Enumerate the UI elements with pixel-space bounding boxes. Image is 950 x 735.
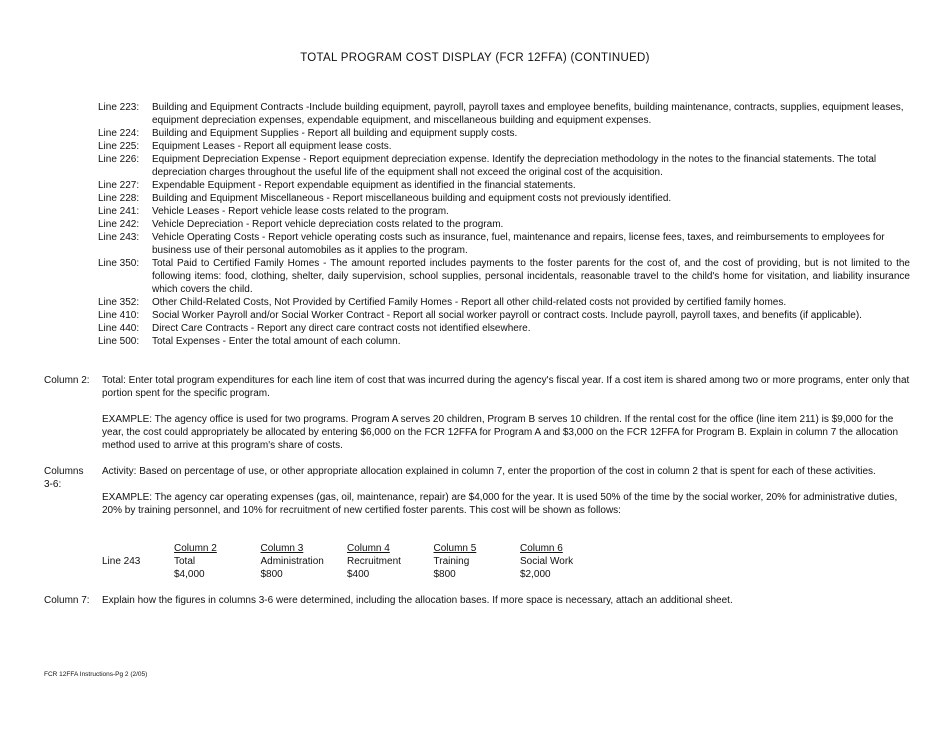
- line-description: Other Child-Related Costs, Not Provided by Certified Family Homes - Report all other child-related costs not provided by certified family homes.: [152, 297, 787, 308]
- line-item-410: [98, 309, 910, 322]
- line-item-list: [98, 101, 910, 348]
- line-number: Line 227:: [98, 180, 140, 191]
- line-number: Line 243:: [98, 232, 140, 243]
- column-header: Column 6: [520, 543, 563, 554]
- line-number: Line 226:: [98, 154, 140, 165]
- line-number: Line 241:: [98, 206, 140, 217]
- line-item-243: [98, 231, 910, 257]
- line-item-223: [98, 101, 910, 127]
- column-value: $400: [347, 569, 370, 580]
- line-number: Line 228:: [98, 193, 140, 204]
- line-description: Equipment Leases - Report all equipment lease costs.: [152, 141, 392, 152]
- columns3-6-description: Activity: Based on percentage of use, or other appropriate allocation explained in column 7, enter the proportion of the cost in column 2 that is spent for each of these activities.: [102, 466, 876, 477]
- column-name: Social Work: [520, 556, 574, 567]
- line-number: Line 223:: [98, 102, 140, 113]
- page-title: TOTAL PROGRAM COST DISPLAY (FCR 12FFA) (CONTINUED): [300, 52, 650, 64]
- line-description: Vehicle Operating Costs - Report vehicle operating costs such as insurance, fuel, maintenance and repairs, license fees, taxes, and reimbursements to employees for business use of their personal automobiles as it applies to the program.: [152, 232, 885, 256]
- line-description: Building and Equipment Contracts -Include building equipment, payroll, payroll taxes and employee benefits, building maintenance, contracts, supplies, equipment leases, equipment depreciation expenses, expendable equipment, and miscellaneous building and equipment expenses.: [152, 102, 904, 126]
- column-value: $800: [260, 569, 283, 580]
- line-number: Line 440:: [98, 323, 140, 334]
- column2-description: Total: Enter total program expenditures for each line item of cost that was incurred during the agency's fiscal year. If a cost item is shared among two or more programs, enter only that portion spent for the specific program.: [102, 375, 910, 399]
- page-footer: FCR 12FFA Instructions-Pg 2 (2/05): [44, 671, 148, 678]
- line-number: Line 352:: [98, 297, 140, 308]
- columns3-6-example: EXAMPLE: The agency car operating expenses (gas, oil, maintenance, repair) are $4,000 for the year. It is used 50% of the time by the social worker, 20% for administrative duties, 20% by training personnel, and 10% for recruitment of new certified foster parents. This cost will be shown as follows:: [102, 492, 898, 516]
- line-description: Vehicle Depreciation - Report vehicle depreciation costs related to the program.: [152, 219, 504, 230]
- table-row: [102, 555, 607, 568]
- line-item-227: [98, 179, 910, 192]
- line-item-226: [98, 153, 910, 179]
- column7-label: Column 7:: [44, 595, 90, 606]
- column-value: $4,000: [174, 569, 205, 580]
- line-description: Equipment Depreciation Expense - Report equipment depreciation expense. Identify the depreciation methodology in the notes to the financial statements. The total depreciation charges throughout the useful life of the equipment shall not exceed the original cost of the acquisition.: [152, 154, 877, 178]
- line-description: Total Expenses - Enter the total amount of each column.: [152, 336, 401, 347]
- table-header-row: [102, 542, 607, 555]
- line-description: Total Paid to Certified Family Homes - The amount reported includes payments to the foster parents for the cost of, and the cost of providing, but is not limited to the following items: food, clothing, shelter, daily supervision, school supplies, personal incidentals, reasonable travel to the child's home for visitation, and liability insurance which covers the child.: [152, 258, 910, 295]
- line-description: Building and Equipment Miscellaneous - Report miscellaneous building and equipment costs not previously identified.: [152, 193, 672, 204]
- line-item-350: [98, 257, 910, 296]
- column7-section: [44, 594, 910, 607]
- line-number: Line 500:: [98, 336, 140, 347]
- line-description: Social Worker Payroll and/or Social Worker Contract - Report all social worker payroll or contract costs. Include payroll, payroll taxes, and benefits (if applicable).: [152, 310, 862, 321]
- column7-description: Explain how the figures in columns 3-6 were determined, including the allocation bases. If more space is necessary, attach an additional sheet.: [102, 595, 733, 606]
- line-item-242: [98, 218, 910, 231]
- columns3-6-label-line1: Columns: [44, 466, 84, 477]
- line-item-500: [98, 335, 910, 348]
- line-description: Building and Equipment Supplies - Report all building and equipment supply costs.: [152, 128, 518, 139]
- column2-section: [44, 374, 910, 452]
- line-number: Line 242:: [98, 219, 140, 230]
- column-header: Column 4: [347, 543, 390, 554]
- column-name: Training: [433, 556, 470, 567]
- example-allocation-table: [102, 542, 607, 581]
- line-description: Direct Care Contracts - Report any direct care contract costs not identified elsewhere.: [152, 323, 531, 334]
- line-number: Line 224:: [98, 128, 140, 139]
- line-item-224: [98, 127, 910, 140]
- column-header: Column 2: [174, 543, 217, 554]
- line-item-228: [98, 192, 910, 205]
- column-name: Total: [174, 556, 196, 567]
- line-item-241: [98, 205, 910, 218]
- column-header: Column 5: [433, 543, 477, 554]
- line-description: Expendable Equipment - Report expendable equipment as identified in the financial statements.: [152, 180, 576, 191]
- column-value: $2,000: [520, 569, 551, 580]
- line-item-352: [98, 296, 910, 309]
- line-description: Vehicle Leases - Report vehicle lease costs related to the program.: [152, 206, 449, 217]
- line-item-225: [98, 140, 910, 153]
- column-name: Recruitment: [347, 556, 401, 567]
- column-header: Column 3: [260, 543, 304, 554]
- row-label: Line 243: [102, 556, 141, 567]
- column2-label: Column 2:: [44, 375, 90, 386]
- columns3-6-label: [44, 465, 100, 491]
- column-value: $800: [433, 569, 456, 580]
- columns3-6-section: [44, 465, 910, 517]
- table-row: [102, 568, 607, 581]
- line-number: Line 350:: [98, 258, 140, 269]
- column2-example: EXAMPLE: The agency office is used for two programs. Program A serves 20 children, Program B serves 10 children. If the rental cost for the office (line item 211) is $9,000 for the year, the cost could appropriately be allocated by entering $6,000 on the FCR 12FFA for Program A and $3,000 on the FCR 12FFA for Program B. Explain in column 7 the allocation method used to arrive at this program's share of costs.: [102, 414, 899, 451]
- columns3-6-label-line2: 3-6:: [44, 479, 62, 490]
- line-item-440: [98, 322, 910, 335]
- column-name: Administration: [260, 556, 324, 567]
- line-number: Line 410:: [98, 310, 140, 321]
- line-number: Line 225:: [98, 141, 140, 152]
